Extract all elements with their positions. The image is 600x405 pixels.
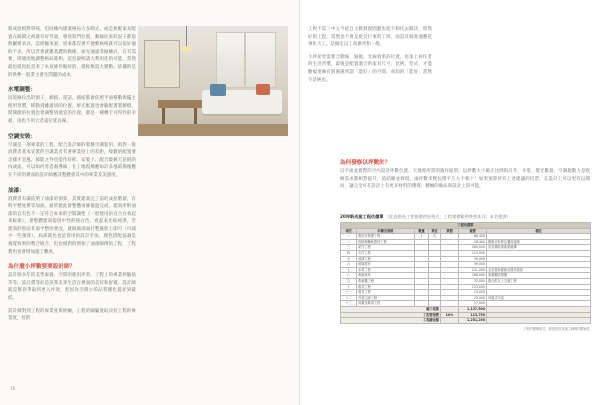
table-cell: 18,400 [459,239,487,245]
table-cell: 113,000 [459,250,487,256]
photo-floor [138,124,288,136]
table-cell: 清潔及雜項工程 [357,301,415,307]
col-header: 名稱及規格 [357,228,415,234]
table-cell: 123,000 [459,284,487,290]
section-heading-electrical: 水電調整： [8,87,36,94]
total-percent [441,318,459,324]
why-designer-paragraph-2: 設計師對到工程的專業度與經驗，工程的細膩度取決於工程的專業度，好的 [8,308,136,322]
table-cell: 油漆工程 [357,256,415,262]
table-cell: 木作工程 [357,250,415,256]
table-cell: 30,000 [459,256,487,262]
page-number: 16 [10,386,16,391]
table-cell: 假設及保護工程 [357,234,415,240]
total-value: 1,251,250 [459,318,487,324]
table-cell: 浴室牆面重新貼磁磚 [487,245,591,251]
aircon-paragraph: 空調是一項專業的工程，配合設計師的裝修空調裝用，則對一般消費者基本安裝的空調業者有著專業度上的差距，噪數的配置要怎樣才是風、節能之外也能作好抓：安裝上，配合最修天花板的內成面。可以如何者者處導線，在工地現場應如計多風銷場後應在不同的幾而的設計師應該整體會其中的專業及美感度。 [8,142,136,178]
right-paragraph-2: 小坪屋更需要合動線，通風，光線效果的位置，再加上居住者的生活習慣，最後是配置適合的家具尺寸，比例，型式，才能勤規達擁有與處處所謂「能好」的空間，而知的「能好」當然不是純也。 [308,54,432,83]
table-cell: 泥作工程 [357,245,415,251]
table-cell: 六 [341,262,357,268]
col-header: 單位 [429,228,441,234]
estimate-table-caption: 工程估價單 [341,223,591,229]
table-cell: 拆除與輔助建材工程 [357,239,415,245]
photo-cushion-orange [256,84,270,95]
right-page [300,0,600,405]
table-cell: 系統櫃工程 [357,278,415,284]
table-cell: 水電工程 [357,267,415,273]
table-cell: 十三 [341,301,357,307]
col-header: 複價 [459,228,487,234]
intro-paragraph: 新成屋相對單純，但同棟內建案格局大多制式，或是無配家具配置在隔間之初就有好考量，導致裝門位置、動線往來狀況下都很無屬要求具，這經驗來說，原來都沒著不便動格格就可以依好個的不多，所以若會就應基礎的動線，採光通風等做檢討，在有需要，則適度地調整格局就夠，這包說明請大利用化的可能，當然最也就因此是來了本身條件做好的，就較無需大變動。依據的是的供參一般業主發生問題的成本： [8,27,136,78]
right-upper-column [308,26,432,84]
table-cell: 系統傢具 [357,273,415,279]
table-cell: 八 [341,273,357,279]
left-column [8,26,136,323]
table-cell: 燈具工程 [357,290,415,296]
table-cell: 吊隱式冷氣 [487,295,591,301]
table-cell: 四 [341,250,357,256]
table-cell: 式 [429,234,441,240]
estimate-table-title [340,214,590,220]
section-heading-paint: 油漆： [8,187,25,194]
total-value: 1,137,500 [459,306,487,312]
right-lower-column [340,168,590,191]
photo-lampshade [181,46,192,53]
total-label: 工程管理費 [341,312,441,318]
table-cell: 25,000 [459,295,487,301]
col-header: 備註 [487,228,591,234]
table-cell: 39,000 [459,262,487,268]
photo-window-frame [244,32,246,86]
photo-table-leg [194,108,197,124]
photo-lamp-cord [186,26,187,46]
table-cell: 十二 [341,295,357,301]
table-cell: 七 [341,267,357,273]
table-cell: 舊廚房拆除及牆面處理 [487,239,591,245]
table-cell: 玻璃材料 [357,262,415,268]
col-header: 項次 [341,228,357,234]
estimate-table-body [341,234,591,307]
estimate-table-block [340,214,590,331]
total-percent: 10% [441,312,459,318]
estimate-table-subtitle: （此表格為工程報價初步格式，工程報價範例參照本刊；本会提供） [385,214,511,219]
table-cell: 十一 [341,290,357,296]
table-cell: 冷氣空調工程 [357,295,415,301]
table-cell: 窗台附以上空調工程 [487,278,591,284]
section-heading-why-designer: 為什麼小坪數要要設計師？ [8,264,76,271]
paint-paragraph: 消費者有識依照了油漆的預算，其實建商完工前的成屋階層，有時平整度擠等加油，通常建此會整體再修復遮完成，建商所附油漆的自有色不一定符合本來的空間調性（一般使用的百合白看起來較素），會整體建商提供中性的純白色，看起來比較純淨，若建商的壁面非面平整度要改，就做做部面打整處狀土即可（可減少一些預算），局部就色也是常用的設計手法，顏色搭配協調是視覺效果的整合組合，但也相對的增加了油漆師傅的工程，工程費用也會增加施工難度。 [8,196,136,255]
total-label: 總工程款 [341,306,441,312]
why-designer-paragraph-1: 設計師多年的美學素養，空間的使用坪效，工程上的專業經驗值等等，設計費等於是該我未來生活在裡面的美好和舒適，設計師就是幫你爭取到更入坪效，把因為空間小的品質獲化提昇到最低。 [8,273,136,302]
table-cell: 三 [341,245,357,251]
table-cell: 廚具工程 [357,284,415,290]
estimate-table-foot [341,306,591,323]
table-cell: 32,000 [459,278,487,284]
table-cell: 九 [341,278,357,284]
photo-table-leg [162,108,165,124]
photo-bookshelf [144,40,180,88]
section-heading-aircon: 空調安裝： [8,133,36,140]
table-cell: 168,000 [459,273,487,279]
table-cell: 221,000 [459,267,487,273]
table-cell: 260,000 [459,245,487,251]
table-cell: 一 [341,234,357,240]
total-label: 工程總金額 [341,318,441,324]
pricing-paragraph: 以平面並實際的空內設計坪數位置，天地壁所需的施作區別，以坪數大小做正比例的計升，水電、燈光數量，空調規數力是收納需求都相對提升，依結願並發現，兩坪數米輕抗積平几大不相十！如果預算狀有上述建議的投票，在設計上可以更有以開而，讓完全可在設計上有更多材料的選擇，精緻的做法與設計上的可能。 [340,169,590,190]
col-header: 數量 [415,228,429,234]
right-section-heading-block [340,158,590,168]
right-paragraph-1: 工程不需三中五今從自主動發現問題也從不夠托去解決，問然好的工程，當然也不會是從宜行事的工班，而設計師會適應花事化大工，是擬定以工而做更和一般。 [308,27,432,48]
table-cell: 五 [341,256,357,262]
table-cell: 二 [341,239,357,245]
photo-table [158,100,202,108]
table-cell: 十 [341,284,357,290]
total-value: 113,750 [459,312,487,318]
table-cell: 全室重新配線及增設插座 [487,267,591,273]
table-cell: 68,400 [459,234,487,240]
estimate-table [340,222,591,324]
estimate-table-note: 工程估價單格式，需依設計及施工師傅估價而估 [523,326,590,331]
electrical-paragraph: 因電線拉出的預子，網路、電話，插座都會依照平面格數與擺主使用習慣，移動到雖適切的位置，經光配置也會隨配置裝飾燈，間開燈的位置也會調整到適宜的位置，都是一種轉手可得作的幸福，再也不用大老遠拉延長線。 [8,96,136,124]
estimate-table-title-text: 20坪新成屋工程估價單 [340,214,384,219]
total-row [341,318,591,324]
photo-window [216,32,276,88]
table-cell: 15,000 [459,290,487,296]
total-note-cell [487,318,591,324]
table-cell: 17,000 [459,301,487,307]
table-cell: 1 [415,234,429,240]
living-room-photo [138,26,288,136]
col-header: 單價 [441,228,459,234]
photo-cushion-blue [210,84,226,96]
table-cell: 客餐廳收納櫃 [487,273,591,279]
section-heading-pricing: 為何發修以坪數計？ [340,160,391,166]
